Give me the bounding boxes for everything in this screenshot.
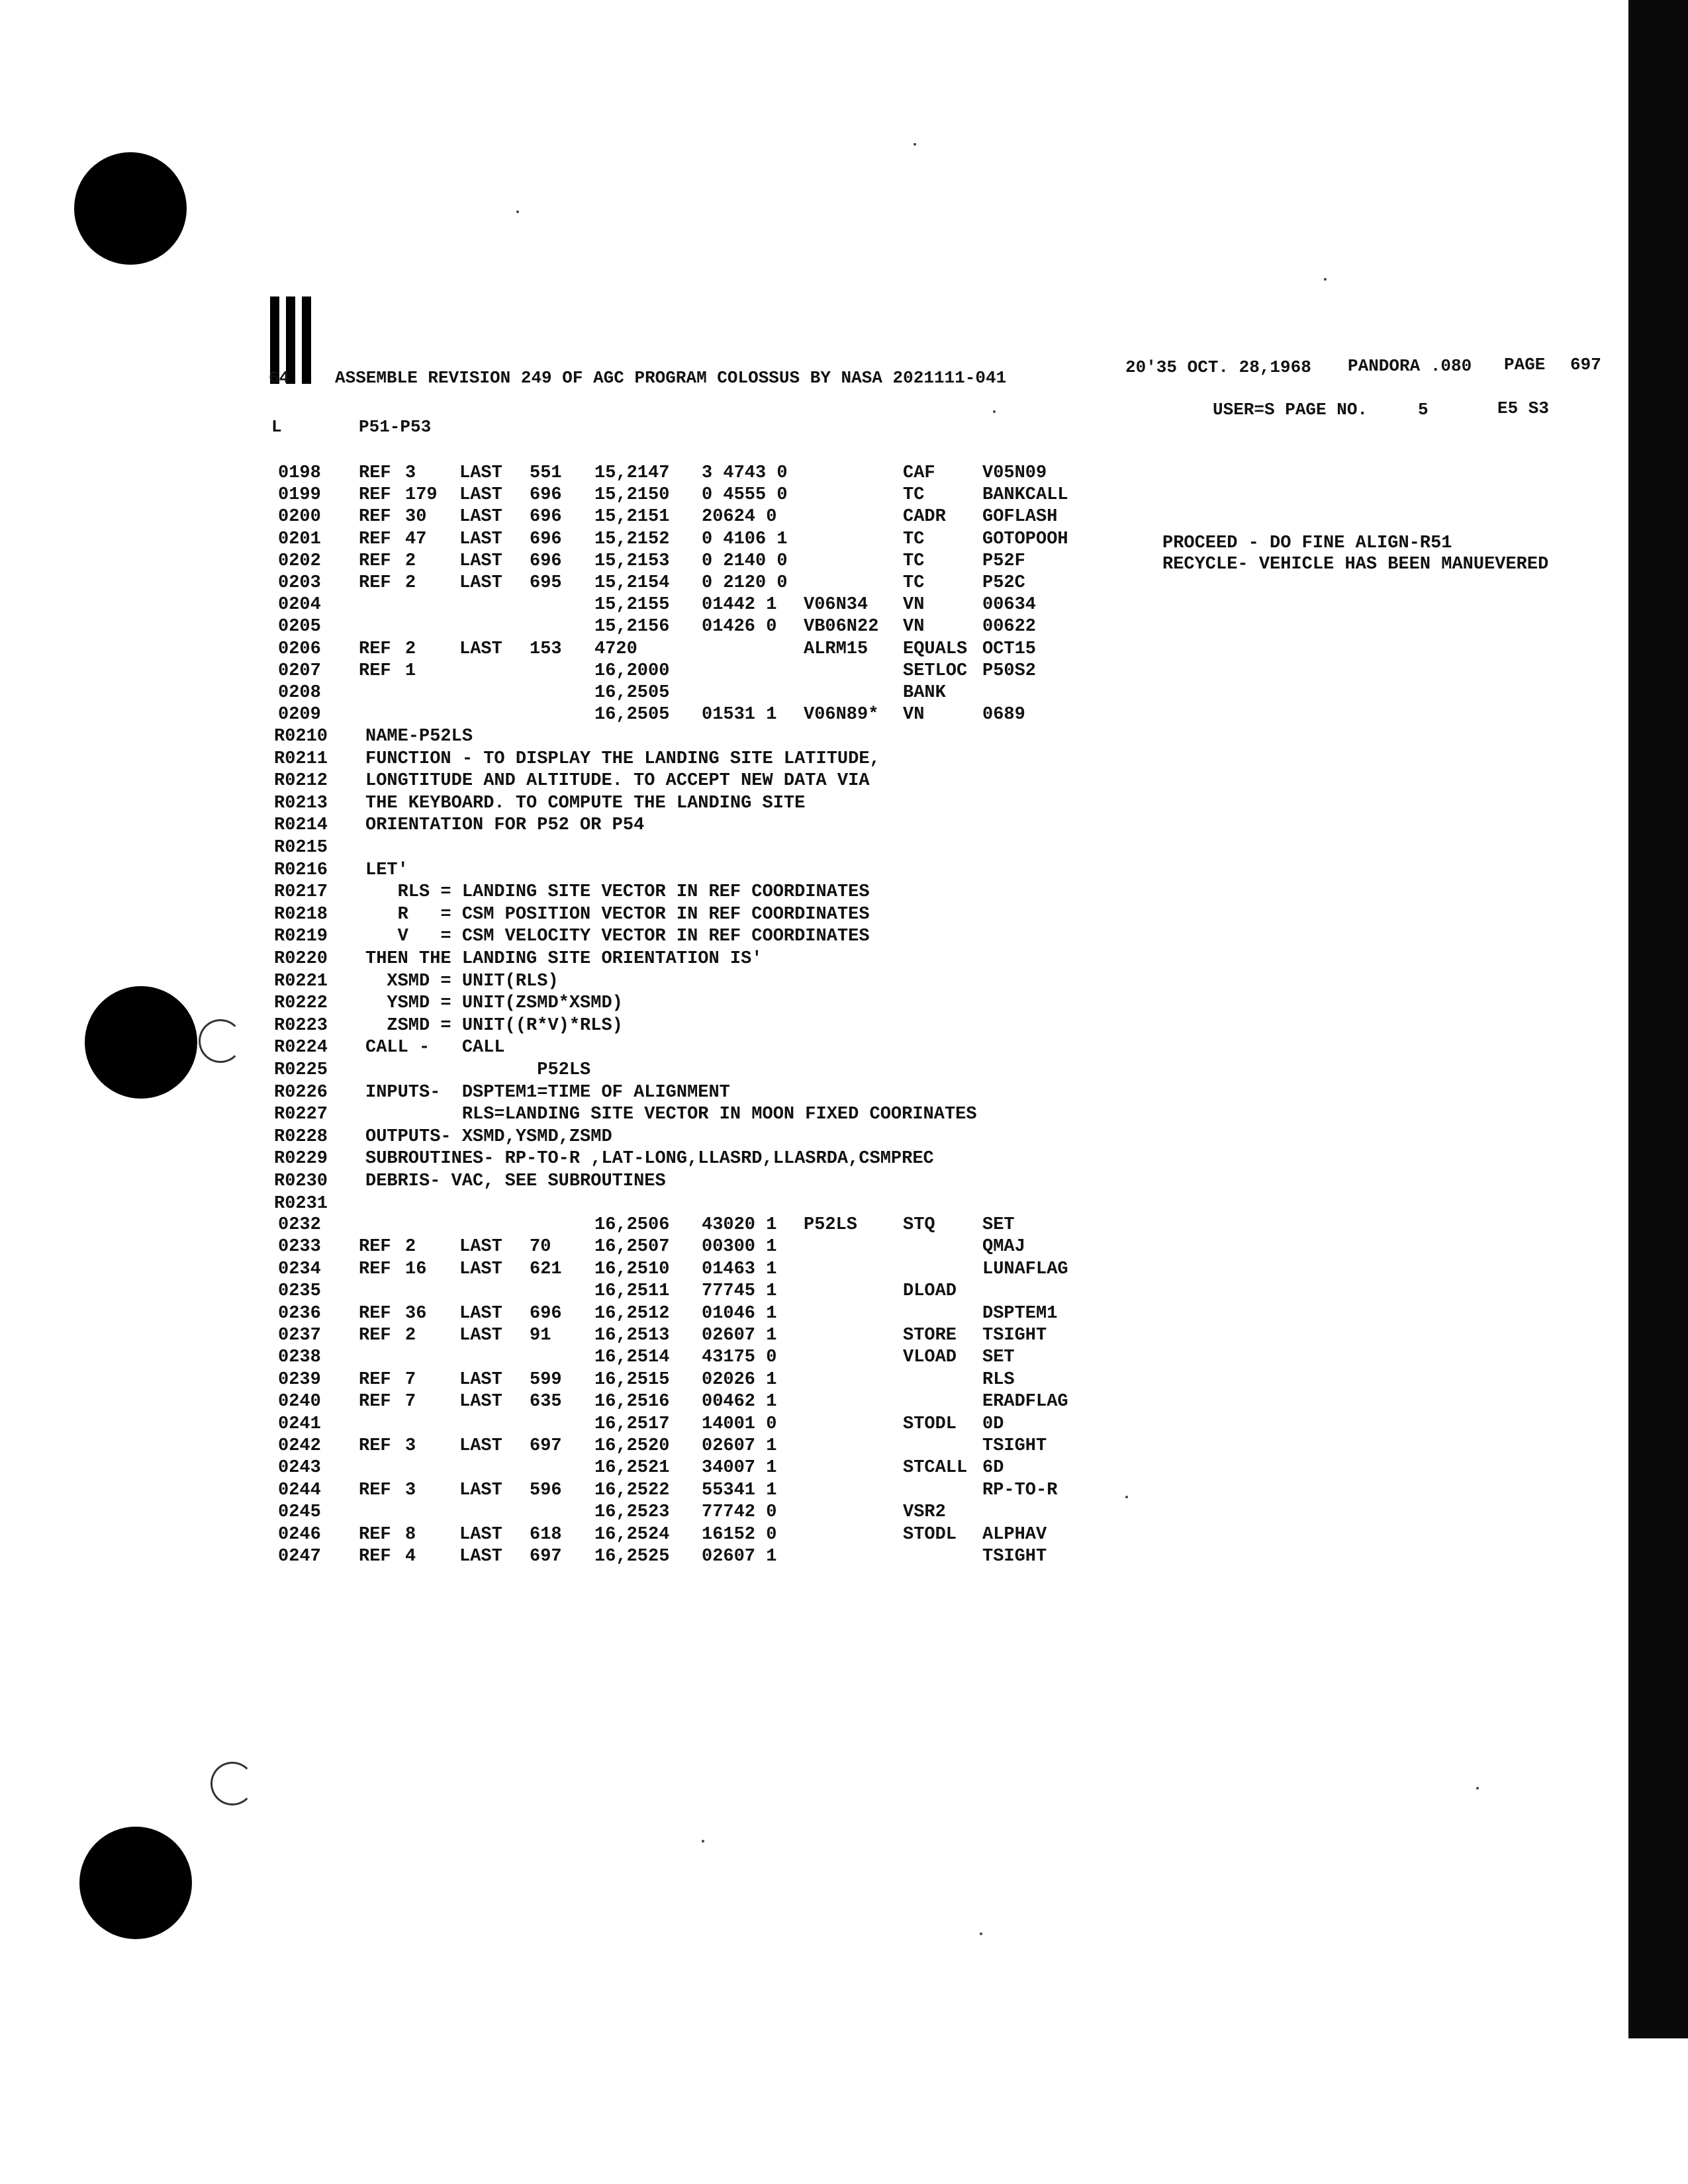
cell-refn: 2	[405, 639, 416, 659]
cell-no: R0228	[274, 1126, 328, 1147]
cell-text: YSMD = UNIT(ZSMD*XSMD)	[365, 993, 623, 1014]
header-user: PANDORA .080	[1348, 356, 1472, 376]
cell-last: LAST	[459, 1326, 502, 1345]
cell-op: STODL	[903, 1524, 957, 1545]
cell-addr: 16,2000	[594, 660, 670, 681]
cell-no: 0199	[278, 485, 321, 506]
cell-refn: 36	[405, 1303, 427, 1324]
cell-no: R0227	[274, 1105, 328, 1125]
cell-op: STCALL	[903, 1458, 968, 1479]
cell-addr: 15,2150	[594, 485, 670, 506]
cell-lastn: 697	[530, 1547, 562, 1567]
cell-lastn: 696	[530, 1303, 562, 1324]
cell-op: CAF	[903, 463, 935, 483]
speck	[914, 143, 916, 146]
cell-ref: REF	[359, 660, 391, 681]
cell-no: R0212	[274, 771, 328, 792]
cell-addr: 16,2515	[594, 1369, 670, 1390]
cell-addr: 15,2152	[594, 529, 670, 549]
cell-op: VSR2	[903, 1502, 946, 1523]
comment-line: RECYCLE- VEHICLE HAS BEEN MANUEVERED	[1162, 555, 1549, 574]
cell-ref: REF	[359, 1524, 391, 1545]
cell-lastn: 91	[530, 1326, 551, 1345]
cell-label: ALRM15	[804, 639, 868, 659]
cell-addr: 16,2512	[594, 1303, 670, 1324]
cell-addr: 15,2153	[594, 551, 670, 571]
cell-word: 02607 1	[702, 1436, 777, 1456]
cell-last: LAST	[459, 1259, 502, 1279]
cell-op: TC	[903, 485, 925, 506]
speck	[702, 1840, 704, 1843]
cell-addr: 4720	[594, 639, 637, 659]
cell-no: 0235	[278, 1281, 321, 1302]
cell-lastn: 621	[530, 1259, 562, 1279]
cell-operand: GOFLASH	[982, 507, 1058, 527]
cell-ref: REF	[359, 1547, 391, 1567]
cell-no: 0232	[278, 1215, 321, 1235]
cell-last: LAST	[459, 1392, 502, 1412]
cell-last: LAST	[459, 551, 502, 571]
cell-text: RLS=LANDING SITE VECTOR IN MOON FIXED COORINATES	[365, 1105, 977, 1125]
cell-refn: 47	[405, 529, 427, 549]
cell-lastn: 70	[530, 1237, 551, 1257]
cell-lastn: 695	[530, 573, 562, 593]
cell-last: LAST	[459, 1436, 502, 1456]
header-page-number: 697	[1570, 355, 1601, 375]
cell-no: 0245	[278, 1502, 321, 1523]
cell-text: THEN THE LANDING SITE ORIENTATION IS'	[365, 949, 763, 969]
scan-edge-bar	[1628, 0, 1688, 2038]
cell-last: LAST	[459, 485, 502, 506]
cell-ref: REF	[359, 1436, 391, 1456]
cell-word: 02607 1	[702, 1547, 777, 1567]
cell-refn: 1	[405, 660, 416, 681]
cell-ref: REF	[359, 485, 391, 506]
cell-no: 0247	[278, 1547, 321, 1567]
cell-no: R0231	[274, 1193, 328, 1214]
punch-mark	[211, 1762, 254, 1805]
cell-refn: 2	[405, 573, 416, 593]
cell-ref: REF	[359, 551, 391, 571]
cell-operand: SET	[982, 1215, 1015, 1235]
cell-text: DEBRIS- VAC, SEE SUBROUTINES	[365, 1171, 666, 1191]
cell-operand: 0D	[982, 1414, 1004, 1434]
cell-op: CADR	[903, 507, 946, 527]
cell-lastn: 696	[530, 551, 562, 571]
cell-no: R0229	[274, 1149, 328, 1169]
cell-text: ORIENTATION FOR P52 OR P54	[365, 815, 645, 836]
cell-no: R0213	[274, 793, 328, 813]
cell-no: R0214	[274, 815, 328, 836]
cell-operand: P52F	[982, 551, 1025, 571]
cell-word: 01426 0	[702, 617, 777, 637]
cell-word: 0 4106 1	[702, 529, 788, 549]
cell-addr: 16,2514	[594, 1347, 670, 1368]
cell-no: 0246	[278, 1524, 321, 1545]
cell-op: VLOAD	[903, 1347, 957, 1368]
cell-no: R0217	[274, 882, 328, 903]
cell-op: VN	[903, 705, 925, 725]
cell-label: V06N89*	[804, 705, 879, 725]
cell-text: THE KEYBOARD. TO COMPUTE THE LANDING SITE	[365, 793, 806, 813]
cell-no: 0236	[278, 1303, 321, 1324]
cell-no: 0242	[278, 1436, 321, 1456]
cell-refn: 7	[405, 1392, 416, 1412]
cell-op: SETLOC	[903, 660, 968, 681]
cell-refn: 3	[405, 1436, 416, 1456]
cell-no: R0210	[274, 727, 328, 747]
cell-refn: 2	[405, 1237, 416, 1257]
cell-last: LAST	[459, 507, 502, 527]
cell-op: DLOAD	[903, 1281, 957, 1302]
cell-addr: 16,2505	[594, 705, 670, 725]
cell-no: 0241	[278, 1414, 321, 1434]
cell-op: STODL	[903, 1414, 957, 1434]
cell-no: R0223	[274, 1015, 328, 1036]
cell-addr: 16,2506	[594, 1215, 670, 1235]
cell-word: 3 4743 0	[702, 463, 788, 483]
cell-refn: 4	[405, 1547, 416, 1567]
cell-text: P52LS	[365, 1060, 591, 1080]
cell-word: 0 4555 0	[702, 485, 788, 506]
cell-addr: 15,2147	[594, 463, 670, 483]
cell-ref: REF	[359, 1480, 391, 1500]
cell-refn: 30	[405, 507, 427, 527]
cell-word: 43020 1	[702, 1215, 777, 1235]
punch-mark	[199, 1019, 242, 1063]
cell-word: 43175 0	[702, 1347, 777, 1368]
cell-lastn: 153	[530, 639, 562, 659]
cell-word: 20624 0	[702, 507, 777, 527]
speck	[516, 210, 519, 213]
speck	[1324, 278, 1327, 281]
cell-no: R0221	[274, 971, 328, 991]
cell-refn: 2	[405, 551, 416, 571]
header-user-page-number: 5	[1418, 400, 1429, 420]
cell-operand: P50S2	[982, 660, 1037, 681]
cell-word: 01442 1	[702, 595, 777, 615]
cell-op: STORE	[903, 1326, 957, 1345]
header-user-page-label: USER=S PAGE NO.	[1213, 400, 1368, 420]
cell-no: R0225	[274, 1060, 328, 1080]
cell-no: 0206	[278, 639, 321, 659]
speck	[1476, 1787, 1479, 1790]
cell-word: 55341 1	[702, 1480, 777, 1500]
cell-last: LAST	[459, 1480, 502, 1500]
cell-word: 14001 0	[702, 1414, 777, 1434]
cell-last: LAST	[459, 529, 502, 549]
cell-operand: V05N09	[982, 463, 1047, 483]
cell-no: R0218	[274, 904, 328, 925]
cell-no: R0215	[274, 838, 328, 858]
cell-last: LAST	[459, 1547, 502, 1567]
cell-last: LAST	[459, 463, 502, 483]
cell-lastn: 696	[530, 507, 562, 527]
cell-no: 0239	[278, 1369, 321, 1390]
cell-no: 0202	[278, 551, 321, 571]
cell-no: 0207	[278, 660, 321, 681]
comment-line: PROCEED - DO FINE ALIGN-R51	[1162, 533, 1452, 553]
cell-no: R0222	[274, 993, 328, 1014]
cell-addr: 16,2507	[594, 1237, 670, 1257]
cell-addr: 16,2525	[594, 1547, 670, 1567]
cell-addr: 16,2516	[594, 1392, 670, 1412]
cell-op: BANK	[903, 683, 946, 703]
cell-operand: ERADFLAG	[982, 1392, 1068, 1412]
cell-lastn: 696	[530, 529, 562, 549]
cell-text: CALL - CALL	[365, 1038, 505, 1058]
cell-operand: 00634	[982, 595, 1037, 615]
cell-addr: 16,2517	[594, 1414, 670, 1434]
cell-addr: 15,2155	[594, 595, 670, 615]
cell-last: LAST	[459, 573, 502, 593]
header-title: ASSEMBLE REVISION 249 OF AGC PROGRAM COLOSSUS BY NASA 2021111-041	[335, 368, 1007, 388]
cell-addr: 16,2520	[594, 1436, 670, 1456]
cell-ref: REF	[359, 1392, 391, 1412]
cell-addr: 16,2524	[594, 1524, 670, 1545]
cell-no: 0240	[278, 1392, 321, 1412]
cell-operand: OCT15	[982, 639, 1037, 659]
cell-addr: 16,2505	[594, 683, 670, 703]
header-page-label: PAGE	[1504, 355, 1546, 375]
cell-no: 0200	[278, 507, 321, 527]
cell-word: 02026 1	[702, 1369, 777, 1390]
cell-refn: 7	[405, 1369, 416, 1390]
speck	[993, 410, 996, 413]
cell-label: VB06N22	[804, 617, 879, 637]
cell-operand: TSIGHT	[982, 1547, 1047, 1567]
cell-addr: 16,2522	[594, 1480, 670, 1500]
cell-no: 0244	[278, 1480, 321, 1500]
cell-word: 00462 1	[702, 1392, 777, 1412]
cell-operand: DSPTEM1	[982, 1303, 1058, 1324]
cell-operand: BANKCALL	[982, 485, 1068, 506]
cell-ref: REF	[359, 529, 391, 549]
speck	[1125, 1496, 1128, 1498]
cell-no: R0211	[274, 749, 328, 769]
cell-word: 16152 0	[702, 1524, 777, 1545]
cell-ref: REF	[359, 1237, 391, 1257]
cell-text: LONGTITUDE AND ALTITUDE. TO ACCEPT NEW DATA VIA	[365, 771, 870, 792]
cell-refn: 3	[405, 463, 416, 483]
cell-addr: 16,2521	[594, 1458, 670, 1479]
punch-hole	[79, 1827, 192, 1939]
cell-refn: 3	[405, 1480, 416, 1500]
punch-hole	[85, 986, 197, 1099]
cell-last: LAST	[459, 1237, 502, 1257]
cell-last: LAST	[459, 639, 502, 659]
cell-op: TC	[903, 551, 925, 571]
cell-refn: 2	[405, 1326, 416, 1345]
cell-word: 77745 1	[702, 1281, 777, 1302]
cell-ref: REF	[359, 1326, 391, 1345]
cell-no: 0208	[278, 683, 321, 703]
cell-no: 0204	[278, 595, 321, 615]
cell-text: FUNCTION - TO DISPLAY THE LANDING SITE LATITUDE,	[365, 749, 880, 769]
cell-op: VN	[903, 595, 925, 615]
cell-no: 0203	[278, 573, 321, 593]
cell-label: P52LS	[804, 1215, 858, 1235]
cell-text: ZSMD = UNIT((R*V)*RLS)	[365, 1015, 623, 1036]
header-left-mark: L	[271, 417, 282, 437]
cell-ref: REF	[359, 1259, 391, 1279]
cell-operand: ALPHAV	[982, 1524, 1047, 1545]
cell-lastn: 599	[530, 1369, 562, 1390]
speck	[980, 1933, 982, 1935]
cell-ref: REF	[359, 639, 391, 659]
cell-no: R0216	[274, 860, 328, 880]
cell-label: V06N34	[804, 595, 868, 615]
cell-no: 0233	[278, 1237, 321, 1257]
header-datetime: 20'35 OCT. 28,1968	[1125, 357, 1311, 377]
cell-word: 01046 1	[702, 1303, 777, 1324]
cell-no: 0238	[278, 1347, 321, 1368]
cell-op: STQ	[903, 1215, 935, 1235]
cell-word: 0 2120 0	[702, 573, 788, 593]
cell-last: LAST	[459, 1303, 502, 1324]
cell-operand: TSIGHT	[982, 1436, 1047, 1456]
cell-word: 01531 1	[702, 705, 777, 725]
cell-addr: 15,2151	[594, 507, 670, 527]
cell-op: TC	[903, 573, 925, 593]
cell-no: R0230	[274, 1171, 328, 1191]
cell-operand: 0689	[982, 705, 1025, 725]
cell-text: V = CSM VELOCITY VECTOR IN REF COORDINATES	[365, 927, 870, 947]
cell-no: R0224	[274, 1038, 328, 1058]
cell-addr: 16,2511	[594, 1281, 670, 1302]
cell-lastn: 596	[530, 1480, 562, 1500]
header-section: P51-P53	[359, 417, 432, 437]
cell-addr: 16,2513	[594, 1326, 670, 1345]
cell-word: 77742 0	[702, 1502, 777, 1523]
cell-lastn: 618	[530, 1524, 562, 1545]
cell-no: 0209	[278, 705, 321, 725]
cell-word: 34007 1	[702, 1458, 777, 1479]
cell-addr: 16,2510	[594, 1259, 670, 1279]
cell-addr: 16,2523	[594, 1502, 670, 1523]
cell-refn: 8	[405, 1524, 416, 1545]
cell-ref: REF	[359, 507, 391, 527]
cell-no: R0219	[274, 927, 328, 947]
header-code: E5 S3	[1497, 398, 1550, 418]
cell-lastn: 696	[530, 485, 562, 506]
cell-no: 0237	[278, 1326, 321, 1345]
cell-refn: 16	[405, 1259, 427, 1279]
cell-operand: RLS	[982, 1369, 1015, 1390]
cell-operand: TSIGHT	[982, 1326, 1047, 1345]
cell-operand: RP-TO-R	[982, 1480, 1058, 1500]
cell-refn: 179	[405, 485, 438, 506]
cell-text: NAME-P52LS	[365, 727, 473, 747]
cell-text: LET'	[365, 860, 408, 880]
cell-no: 0243	[278, 1458, 321, 1479]
cell-text: OUTPUTS- XSMD,YSMD,ZSMD	[365, 1126, 612, 1147]
cell-operand: QMAJ	[982, 1237, 1025, 1257]
cell-operand: GOTOPOOH	[982, 529, 1068, 549]
cell-op: VN	[903, 617, 925, 637]
cell-no: 0234	[278, 1259, 321, 1279]
cell-lastn: 635	[530, 1392, 562, 1412]
cell-no: 0198	[278, 463, 321, 483]
cell-ref: REF	[359, 1369, 391, 1390]
cell-word: 0 2140 0	[702, 551, 788, 571]
cell-last: LAST	[459, 1524, 502, 1545]
cell-text: XSMD = UNIT(RLS)	[365, 971, 559, 991]
cell-no: 0201	[278, 529, 321, 549]
cell-operand: P52C	[982, 573, 1025, 593]
cell-no: R0220	[274, 949, 328, 969]
cell-operand: SET	[982, 1347, 1015, 1368]
cell-ref: REF	[359, 463, 391, 483]
cell-operand: LUNAFLAG	[982, 1259, 1068, 1279]
cell-text: SUBROUTINES- RP-TO-R ,LAT-LONG,LLASRD,LLASRDA,CSMPREC	[365, 1149, 934, 1169]
punch-hole	[74, 152, 187, 265]
cell-ref: REF	[359, 573, 391, 593]
cell-text: RLS = LANDING SITE VECTOR IN REF COORDINATES	[365, 882, 870, 903]
cell-word: 01463 1	[702, 1259, 777, 1279]
cell-word: 00300 1	[702, 1237, 777, 1257]
cell-addr: 15,2154	[594, 573, 670, 593]
cell-word: 02607 1	[702, 1326, 777, 1345]
cell-text: R = CSM POSITION VECTOR IN REF COORDINATES	[365, 904, 870, 925]
cell-op: TC	[903, 529, 925, 549]
cell-operand: 00622	[982, 617, 1037, 637]
header-marker: 64	[269, 368, 290, 388]
cell-operand: 6D	[982, 1458, 1004, 1479]
cell-lastn: 697	[530, 1436, 562, 1456]
cell-no: R0226	[274, 1082, 328, 1103]
cell-no: 0205	[278, 617, 321, 637]
cell-op: EQUALS	[903, 639, 968, 659]
cell-ref: REF	[359, 1303, 391, 1324]
cell-lastn: 551	[530, 463, 562, 483]
cell-last: LAST	[459, 1369, 502, 1390]
cell-addr: 15,2156	[594, 617, 670, 637]
cell-text: INPUTS- DSPTEM1=TIME OF ALIGNMENT	[365, 1082, 730, 1103]
